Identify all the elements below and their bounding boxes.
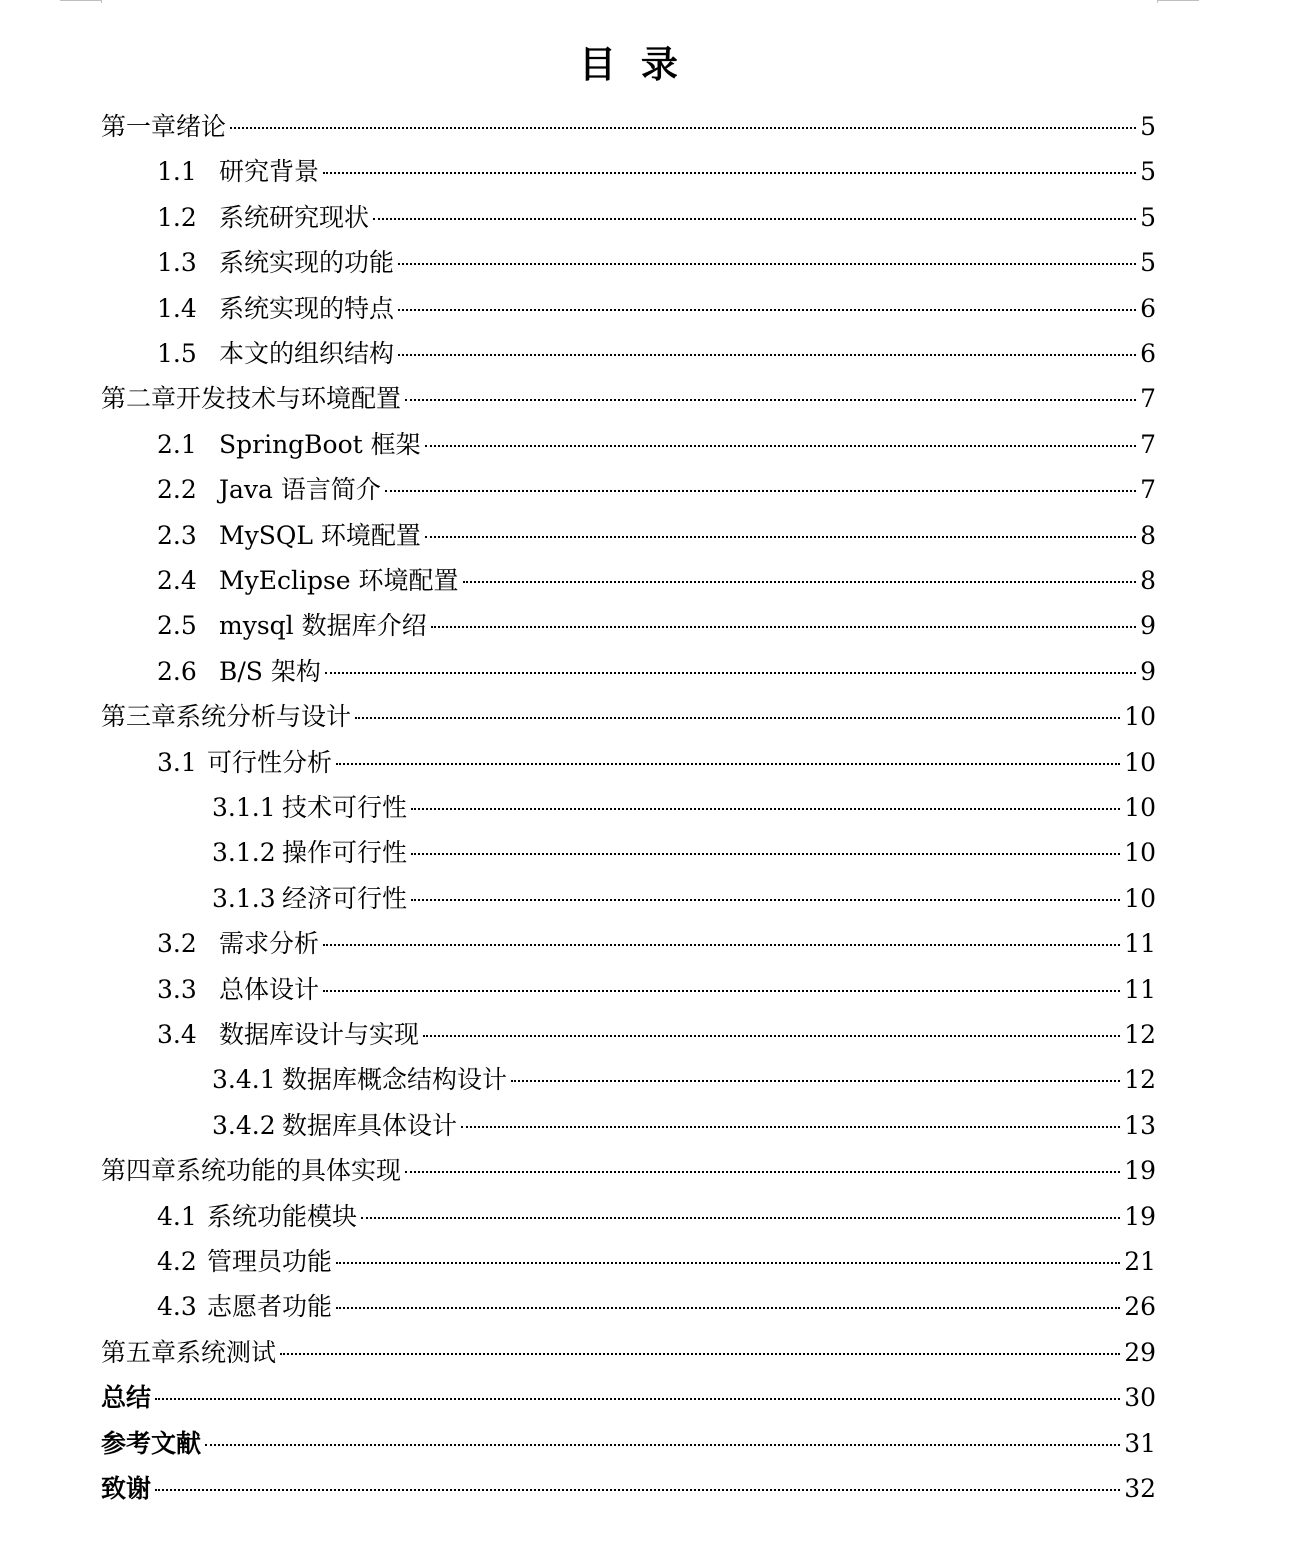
toc-entry-label: 总结 [101, 1383, 152, 1413]
toc-entry[interactable] [101, 377, 1156, 421]
toc-entry-page-number: 7 [1140, 384, 1156, 414]
toc-entry-page-number: 9 [1140, 611, 1156, 641]
toc-dot-leader [323, 172, 1136, 174]
toc-entry-page-number: 31 [1124, 1428, 1156, 1458]
toc-entry[interactable] [157, 1195, 1156, 1239]
toc-entry[interactable] [157, 1240, 1156, 1284]
toc-entry-label: MyEclipse 环境配置 [219, 566, 459, 595]
toc-entry-label: 总体设计 [219, 974, 320, 1004]
toc-entry[interactable] [157, 468, 1156, 512]
toc-entry-page-number: 9 [1140, 656, 1156, 686]
toc-entry[interactable] [157, 241, 1156, 285]
toc-entry-label: 致谢 [101, 1474, 152, 1503]
toc-entry-page-number: 6 [1140, 339, 1156, 368]
toc-entry-number: 1.1 [157, 157, 197, 187]
toc-entry[interactable] [157, 1013, 1156, 1057]
toc-entry-label: 经济可行性 [282, 883, 408, 913]
toc-entry-number: 3.4.1 [212, 1065, 276, 1095]
toc-entry-page-number: 29 [1124, 1337, 1156, 1367]
toc-entry-label: 操作可行性 [282, 838, 408, 868]
toc-entry-label: 研究背景 [219, 157, 320, 187]
toc-dot-leader [280, 1353, 1120, 1355]
toc-entry-number: 2.1 [157, 429, 197, 459]
page-title: 目 录 [579, 42, 684, 86]
toc-dot-leader [323, 990, 1120, 992]
toc-entry-number: 2.2 [157, 475, 197, 505]
toc-dot-leader [230, 127, 1136, 129]
toc-entry-label: 技术可行性 [282, 793, 408, 822]
toc-entry-number: 2.3 [157, 520, 197, 550]
toc-entry[interactable] [101, 1467, 1156, 1511]
toc-dot-leader [425, 445, 1136, 447]
toc-entry-page-number: 5 [1140, 248, 1156, 278]
toc-entry[interactable] [101, 1331, 1156, 1375]
toc-entry-label: 第一章绪论 [101, 112, 227, 141]
toc-entry-label: 参考文献 [101, 1428, 202, 1458]
toc-dot-leader [463, 581, 1137, 583]
toc-entry-number: 1.3 [157, 248, 197, 278]
toc-entry-number: 1.5 [157, 339, 197, 368]
toc-dot-leader [425, 536, 1136, 538]
toc-entry-page-number: 8 [1140, 566, 1156, 595]
toc-entry-label: mysql 数据库介绍 [219, 611, 427, 641]
toc-entry-label: 数据库具体设计 [282, 1110, 458, 1140]
toc-entry-number: 4.1 [157, 1201, 197, 1231]
toc-entry[interactable] [157, 741, 1156, 785]
toc-entry[interactable] [157, 514, 1156, 558]
toc-entry[interactable] [157, 604, 1156, 648]
toc-entry[interactable] [212, 831, 1156, 875]
toc-entry-number: 3.2 [157, 929, 197, 959]
toc-dot-leader [361, 1217, 1120, 1219]
toc-entry-page-number: 10 [1124, 793, 1156, 822]
toc-entry-label: 需求分析 [219, 929, 320, 959]
toc-entry-page-number: 10 [1124, 883, 1156, 913]
toc-entry[interactable] [157, 968, 1156, 1012]
toc-entry-page-number: 19 [1124, 1156, 1156, 1186]
toc-dot-leader [398, 263, 1136, 265]
toc-entry-label: 第五章系统测试 [101, 1337, 277, 1367]
toc-dot-leader [411, 853, 1120, 855]
toc-entry-page-number: 12 [1124, 1065, 1156, 1095]
toc-dot-leader [461, 1126, 1120, 1128]
toc-entry-page-number: 11 [1124, 974, 1156, 1004]
toc-entry-label: 数据库概念结构设计 [282, 1065, 508, 1095]
toc-dot-leader [373, 218, 1136, 220]
toc-dot-leader [355, 717, 1120, 719]
toc-entry-number: 3.1 [157, 747, 197, 777]
toc-entry[interactable] [101, 105, 1156, 149]
page-corner-mark-left [60, 0, 102, 3]
toc-entry-label: B/S 架构 [219, 656, 321, 686]
toc-dot-leader [398, 354, 1136, 356]
toc-entry[interactable] [101, 1422, 1156, 1466]
toc-entry-label: 可行性分析 [207, 747, 333, 777]
toc-entry[interactable] [101, 1149, 1156, 1193]
toc-entry[interactable] [157, 922, 1156, 966]
toc-entry-label: 系统实现的特点 [219, 293, 395, 323]
toc-entry-page-number: 6 [1140, 293, 1156, 323]
toc-entry-page-number: 5 [1140, 157, 1156, 187]
toc-entry-page-number: 21 [1124, 1247, 1156, 1276]
toc-entry[interactable] [157, 150, 1156, 194]
toc-entry[interactable] [157, 1285, 1156, 1329]
toc-entry-page-number: 13 [1124, 1110, 1156, 1140]
toc-dot-leader [431, 626, 1136, 628]
toc-entry-number: 3.4 [157, 1020, 197, 1049]
toc-entry-page-number: 11 [1124, 929, 1156, 959]
toc-entry-label: 志愿者功能 [207, 1292, 333, 1322]
toc-entry-page-number: 7 [1140, 429, 1156, 459]
toc-entry-label: 数据库设计与实现 [219, 1020, 420, 1049]
toc-dot-leader [405, 399, 1136, 401]
toc-entry-page-number: 32 [1124, 1474, 1156, 1503]
toc-entry-label: 管理员功能 [207, 1247, 333, 1276]
toc-entry-page-number: 10 [1124, 702, 1156, 732]
toc-entry[interactable] [157, 650, 1156, 694]
toc-dot-leader [155, 1489, 1120, 1491]
toc-entry-page-number: 5 [1140, 202, 1156, 232]
toc-entry-number: 3.1.3 [212, 883, 276, 913]
toc-dot-leader [411, 899, 1120, 901]
toc-entry-label: 系统实现的功能 [219, 248, 395, 278]
toc-entry-label: MySQL 环境配置 [219, 520, 421, 550]
toc-entry[interactable] [212, 877, 1156, 921]
toc-entry[interactable] [157, 332, 1156, 376]
toc-entry[interactable] [212, 786, 1156, 830]
toc-dot-leader [155, 1398, 1120, 1400]
toc-entry-number: 3.1.1 [212, 793, 276, 822]
toc-dot-leader [423, 1035, 1120, 1037]
toc-entry-number: 2.5 [157, 611, 197, 641]
toc-dot-leader [398, 309, 1136, 311]
page-corner-mark-right [1157, 0, 1199, 3]
toc-entry-number: 3.1.2 [212, 838, 276, 868]
toc-entry-page-number: 12 [1124, 1020, 1156, 1049]
toc-dot-leader [385, 490, 1136, 492]
toc-dot-leader [325, 672, 1136, 674]
toc-dot-leader [511, 1080, 1120, 1082]
toc-entry[interactable] [157, 287, 1156, 331]
toc-entry-number: 3.3 [157, 974, 197, 1004]
toc-entry-page-number: 26 [1124, 1292, 1156, 1322]
toc-entry-page-number: 30 [1124, 1383, 1156, 1413]
toc-entry[interactable] [101, 1376, 1156, 1420]
toc-entry-number: 1.2 [157, 202, 197, 232]
toc-entry-number: 1.4 [157, 293, 197, 323]
toc-entry-page-number: 8 [1140, 520, 1156, 550]
toc-entry-page-number: 19 [1124, 1201, 1156, 1231]
toc-entry[interactable] [212, 1058, 1156, 1102]
toc-entry-page-number: 5 [1140, 112, 1156, 141]
toc-entry-number: 4.3 [157, 1292, 197, 1322]
toc-entry-label: 系统功能模块 [207, 1201, 358, 1231]
toc-entry-page-number: 10 [1124, 747, 1156, 777]
toc-dot-leader [205, 1444, 1120, 1446]
toc-entry-page-number: 7 [1140, 475, 1156, 505]
toc-dot-leader [336, 1262, 1120, 1264]
toc-entry-number: 2.4 [157, 566, 197, 595]
toc-entry-label: 第三章系统分析与设计 [101, 702, 352, 732]
toc-dot-leader [405, 1171, 1120, 1173]
toc-entry-label: 系统研究现状 [219, 202, 370, 232]
toc-dot-leader [323, 944, 1120, 946]
toc-entry-number: 4.2 [157, 1247, 197, 1276]
toc-entry-label: 第二章开发技术与环境配置 [101, 384, 402, 414]
toc-entry-label: Java 语言简介 [219, 475, 381, 505]
toc-entry[interactable] [212, 1104, 1156, 1148]
toc-entry-page-number: 10 [1124, 838, 1156, 868]
toc-dot-leader [336, 1307, 1120, 1309]
toc-entry-number: 2.6 [157, 656, 197, 686]
toc-entry-label: 第四章系统功能的具体实现 [101, 1156, 402, 1186]
toc-entry[interactable] [157, 559, 1156, 603]
toc-entry-label: SpringBoot 框架 [219, 429, 421, 459]
toc-entry[interactable] [157, 423, 1156, 467]
toc-entry[interactable] [101, 695, 1156, 739]
toc-entry-number: 3.4.2 [212, 1110, 276, 1140]
toc-dot-leader [336, 763, 1120, 765]
toc-entry[interactable] [157, 196, 1156, 240]
toc-entry-label: 本文的组织结构 [219, 339, 395, 368]
toc-dot-leader [411, 808, 1120, 810]
